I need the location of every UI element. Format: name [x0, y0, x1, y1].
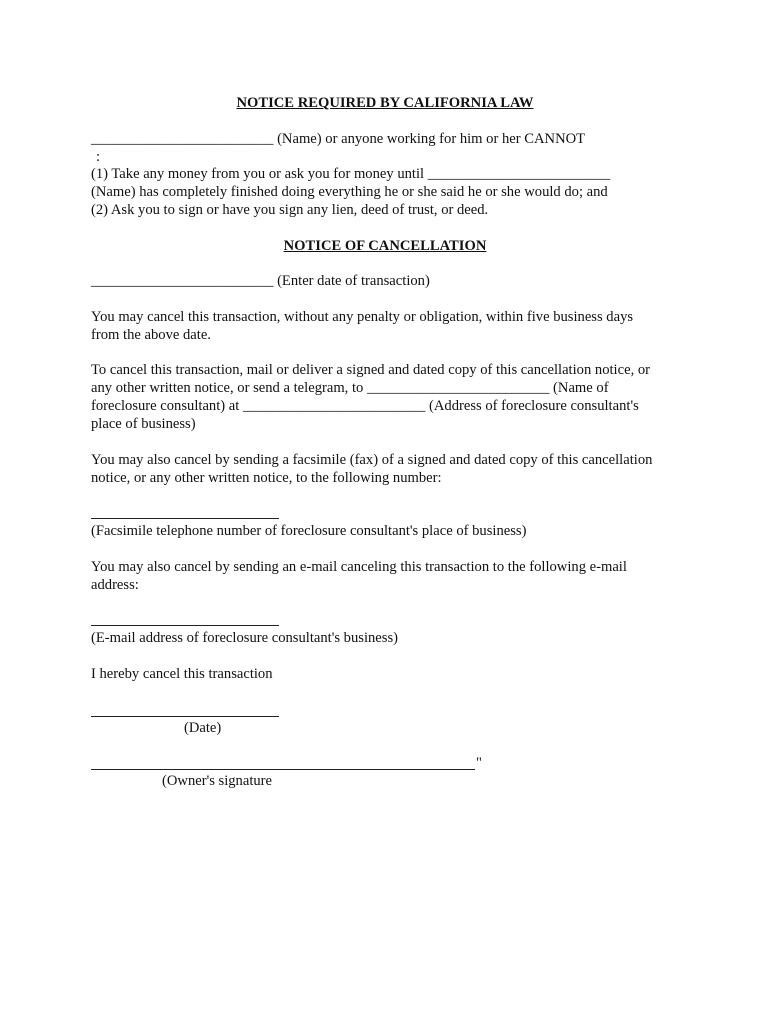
fax-paragraph-line-1: You may also cancel by sending a facsimile (fax) of a signed and dated copy of this cancellation: [91, 452, 653, 468]
cancellation-heading: NOTICE OF CANCELLATION: [283, 238, 487, 254]
email-address-caption: (E-mail address of foreclosure consultant's business): [91, 630, 398, 646]
date-blank-line: [91, 716, 279, 717]
date-of-transaction-line: _________________________ (Enter date of transaction): [91, 273, 430, 289]
email-paragraph-line-1: You may also cancel by sending an e-mail canceling this transaction to the following e-mail: [91, 559, 627, 575]
cancel-paragraph-line-1: You may cancel this transaction, without any penalty or obligation, within five business days: [91, 309, 634, 325]
main-heading: NOTICE REQUIRED BY CALIFORNIA LAW: [236, 95, 534, 111]
mail-paragraph-line-1: To cancel this transaction, mail or deliver a signed and dated copy of this cancellation notice, or: [91, 362, 651, 378]
intro-line-1: _________________________ (Name) or anyone working for him or her CANNOT: [91, 131, 586, 147]
cancel-statement: I hereby cancel this transaction: [91, 666, 273, 682]
intro-item-1-line-2: (Name) has completely finished doing everything he or she said he or she would do; and: [91, 184, 608, 200]
email-paragraph-line-2: address:: [91, 577, 139, 593]
intro-item-2: (2) Ask you to sign or have you sign any lien, deed of trust, or deed.: [91, 202, 489, 218]
signature-blank-line: [91, 769, 475, 770]
fax-number-blank-line: [91, 518, 279, 519]
email-address-blank-line: [91, 625, 279, 626]
fax-number-caption: (Facsimile telephone number of foreclosure consultant's place of business): [91, 523, 527, 539]
date-caption: (Date): [184, 720, 222, 736]
signature-quote-mark: ": [476, 755, 482, 771]
mail-paragraph-line-3: foreclosure consultant) at _________________________ (Address of foreclosure consultant's: [91, 398, 639, 414]
signature-caption: (Owner's signature: [162, 773, 273, 789]
mail-paragraph-line-4: place of business): [91, 416, 196, 432]
intro-colon: :: [96, 149, 101, 165]
cancel-paragraph-line-2: from the above date.: [91, 327, 211, 343]
fax-paragraph-line-2: notice, or any other written notice, to the following number:: [91, 470, 442, 486]
mail-paragraph-line-2: any other written notice, or send a telegram, to _________________________ (Name of: [91, 380, 609, 396]
intro-item-1-line-1: (1) Take any money from you or ask you for money until _________________________: [91, 166, 611, 182]
